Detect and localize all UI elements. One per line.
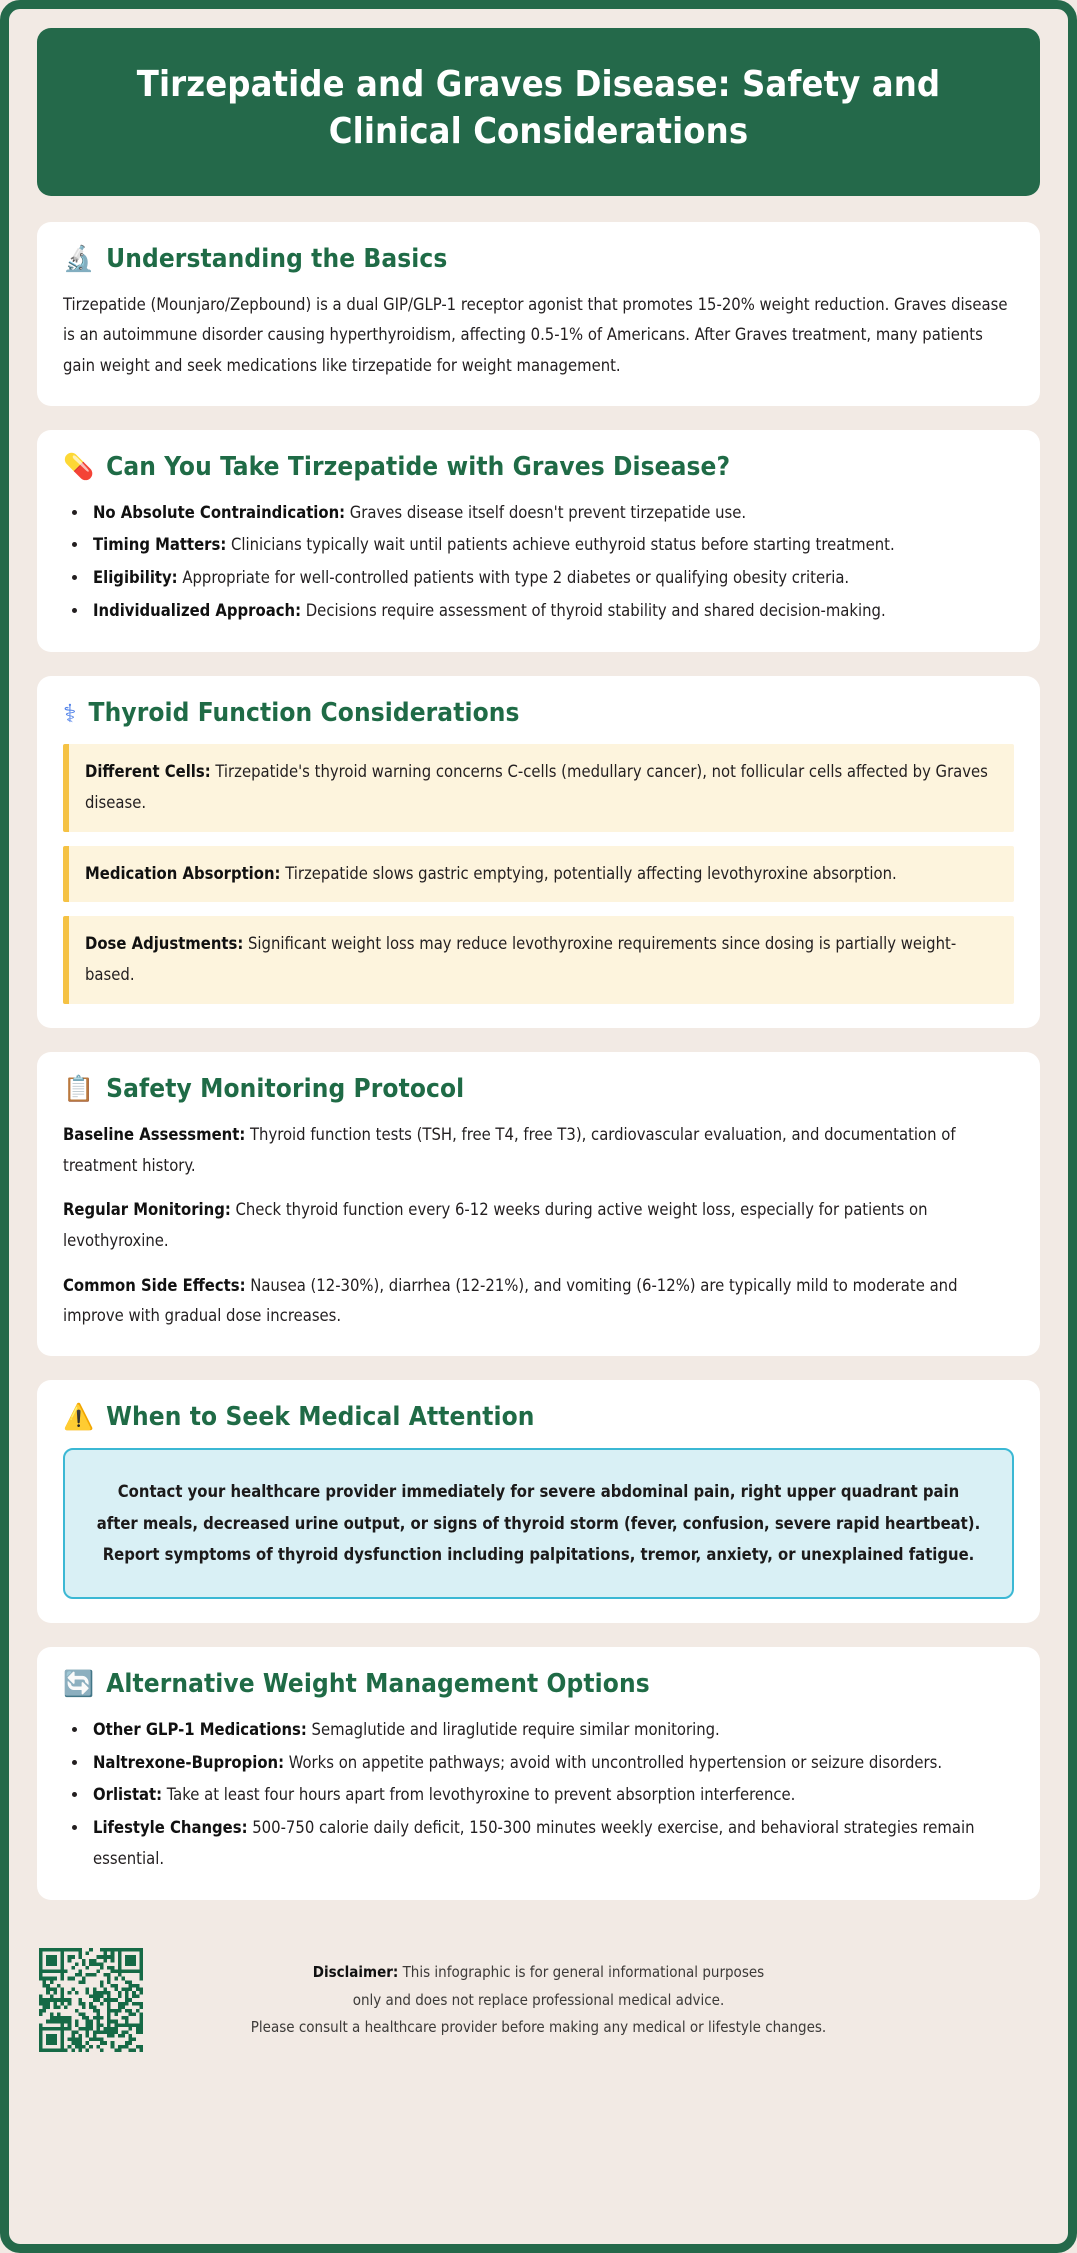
callout-label: Medication Absorption:: [85, 863, 281, 883]
disclaimer-label: Disclaimer:: [312, 1962, 399, 1981]
pill-icon: 💊: [63, 452, 95, 482]
paragraph-label: Regular Monitoring:: [63, 1200, 231, 1220]
list-item: [89, 1748, 1014, 1779]
card-understanding-the-basics: [37, 222, 1040, 406]
list-item-text: Works on appetite pathways; avoid with uncontrolled hypertension or seizure disorders.: [284, 1752, 943, 1772]
list-item-text: Semaglutide and liraglutide require similar monitoring.: [306, 1719, 720, 1739]
safety-paragraph: [63, 1195, 1014, 1256]
clipboard-icon: 📋: [63, 1074, 95, 1104]
list-item: [89, 1813, 1014, 1874]
medical-symbol-icon: ⚕: [63, 698, 77, 728]
section-title-safety: Safety Monitoring Protocol: [106, 1073, 465, 1104]
paragraph-text: Nausea (12-30%), diarrhea (12-21%), and vomiting (6-12%) are typically mild to moderate and improve with gradual dose increases.: [63, 1275, 958, 1326]
footer: [33, 1924, 1044, 2060]
paragraph-label: Common Side Effects:: [63, 1275, 246, 1295]
list-item-text: Graves disease itself doesn't prevent tirzepatide use.: [345, 502, 747, 522]
section-title-basics: Understanding the Basics: [106, 243, 448, 274]
list-item: [89, 596, 1014, 627]
paragraph-text: Thyroid function tests (TSH, free T4, free T3), cardiovascular evaluation, and documentation of treatment history.: [63, 1124, 956, 1175]
disclaimer-text: [143, 1959, 1038, 2042]
list-item-label: Individualized Approach:: [93, 600, 302, 620]
card-header: [63, 452, 1014, 482]
basics-paragraph: Tirzepatide (Mounjaro/Zepbound) is a dual GIP/GLP-1 receptor agonist that promotes 15-20% weight reduction. Graves disease is an autoimmune disorder causing hyperthyroidism, affecting 0.5-1% of Americans. After Graves treatment, many patients gain weight and seek medications like tirzepatide for weight management.: [63, 294, 1008, 375]
list-item-label: Timing Matters:: [93, 535, 227, 555]
disclaimer-line-1: This infographic is for general informational purposes: [398, 1962, 765, 1981]
card-safety-monitoring-protocol: [37, 1052, 1040, 1356]
list-item-text: Clinicians typically wait until patients achieve euthyroid status before starting treatment.: [226, 535, 895, 555]
disclaimer-line-3: Please consult a healthcare provider before making any medical or lifestyle changes.: [250, 2018, 827, 2037]
callout-label: Dose Adjustments:: [85, 934, 244, 954]
can-you-take-list: [63, 498, 1014, 627]
section-title-alternatives: Alternative Weight Management Options: [106, 1668, 650, 1699]
card-header: [63, 1402, 1014, 1432]
list-item: [89, 498, 1014, 529]
callout-text: Tirzepatide slows gastric emptying, potentially affecting levothyroxine absorption.: [280, 863, 897, 883]
card-header: [63, 1074, 1014, 1104]
list-item-label: No Absolute Contraindication:: [93, 502, 346, 522]
warning-icon: ⚠️: [63, 1402, 95, 1432]
list-item: [89, 1715, 1014, 1746]
list-item: [89, 563, 1014, 594]
section-title-attention: When to Seek Medical Attention: [106, 1401, 535, 1432]
card-can-you-take-tirzepatide: [37, 430, 1040, 653]
callout-box: [63, 744, 1014, 831]
list-item-label: Naltrexone-Bupropion:: [93, 1752, 285, 1772]
safety-paragraph: [63, 1271, 1014, 1332]
card-header: [63, 1669, 1014, 1699]
card-header: [63, 244, 1014, 274]
callout-box: [63, 846, 1014, 903]
alert-box: [63, 1448, 1014, 1599]
card-thyroid-function-considerations: [37, 676, 1040, 1027]
list-item-label: Other GLP-1 Medications:: [93, 1719, 307, 1739]
list-item-label: Lifestyle Changes:: [93, 1818, 248, 1838]
disclaimer-line-2: only and does not replace professional medical advice.: [352, 1990, 725, 2009]
paragraph-text: Check thyroid function every 6-12 weeks during active weight loss, especially for patients on levothyroxine.: [63, 1200, 928, 1250]
microscope-icon: 🔬: [63, 244, 95, 274]
alternatives-list: [63, 1715, 1014, 1874]
section-title-can-you-take: Can You Take Tirzepatide with Graves Disease?: [106, 451, 731, 482]
list-item-label: Eligibility:: [93, 568, 178, 588]
card-header: [63, 698, 1014, 728]
list-item: [89, 530, 1014, 561]
section-title-thyroid: Thyroid Function Considerations: [88, 698, 520, 729]
callout-text: Tirzepatide's thyroid warning concerns C-cells (medullary cancer), not follicular cells affected by Graves disease.: [85, 762, 988, 813]
list-item: [89, 1780, 1014, 1811]
header-banner: [37, 28, 1040, 196]
callout-label: Different Cells:: [85, 762, 211, 782]
list-item-text: Appropriate for well-controlled patients with type 2 diabetes or qualifying obesity criteria.: [177, 568, 850, 588]
card-when-to-seek-medical-attention: [37, 1380, 1040, 1623]
list-item-text: 500-750 calorie daily deficit, 150-300 minutes weekly exercise, and behavioral strategies remain essential.: [93, 1818, 975, 1868]
paragraph-label: Baseline Assessment:: [63, 1124, 246, 1144]
alert-text: Contact your healthcare provider immediately for severe abdominal pain, right upper quadrant pain after meals, decreased urine output, or signs of thyroid storm (fever, confusion, severe rapid heartbeat). Report symptoms of thyroid dysfunction including palpitations, tremor, anxiety, or unexplained fatigue.: [96, 1481, 981, 1565]
callout-text: Significant weight loss may reduce levothyroxine requirements since dosing is partially weight-based.: [85, 934, 957, 985]
safety-paragraph: [63, 1120, 1014, 1181]
list-item-text: Decisions require assessment of thyroid stability and shared decision-making.: [301, 600, 886, 620]
list-item-text: Take at least four hours apart from levothyroxine to prevent absorption interference.: [162, 1785, 796, 1805]
card-alternative-weight-management-options: [37, 1647, 1040, 1900]
list-item-label: Orlistat:: [93, 1785, 163, 1805]
refresh-icon: 🔄: [63, 1669, 95, 1699]
callout-box: [63, 916, 1014, 1003]
page-title: Tirzepatide and Graves Disease: Safety and Clinical Considerations: [136, 64, 941, 152]
qr-code-icon: [39, 1948, 143, 2052]
